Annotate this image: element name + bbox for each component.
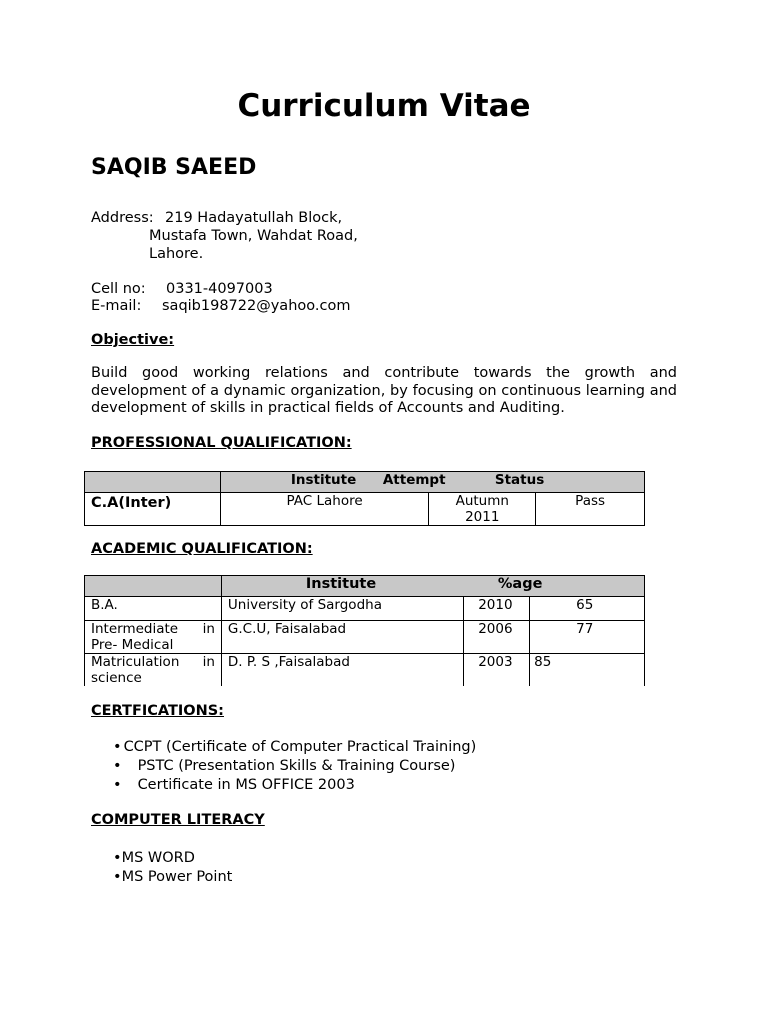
professional-table [84,471,645,526]
degree-cell [85,654,222,687]
skill-label: MS WORD [121,850,195,866]
institute-cell: University of Sargodha [221,597,463,621]
academic-table [84,575,645,686]
header-institute: Institute [305,576,377,592]
qualification-cell: C.A(Inter) [85,493,221,526]
bullet-icon: • [113,869,122,885]
degree-line-2: Pre- Medical [91,637,174,653]
degree-name: Intermediate [91,621,179,637]
certifications-heading: CERTFICATIONS: [91,703,224,719]
degree-in: in [202,621,215,637]
objective-heading: Objective: [91,332,175,348]
cell-value: 0331-4097003 [166,281,273,297]
table-row [85,621,645,654]
certification-label: CCPT (Certificate of Computer Practical Training) [123,739,477,755]
percentage-cell: 65 [530,597,645,621]
cell-label: Cell no: [91,281,146,297]
header-merged-cell [221,576,644,597]
degree-cell [85,597,222,621]
email-value: saqib198722@yahoo.com [162,298,351,314]
degree-in: in [202,654,215,670]
year-cell: 2003 [464,654,530,687]
computer-literacy-heading: COMPUTER LITERACY [91,812,265,828]
percentage-cell: 77 [530,621,645,654]
address-label: Address: [91,210,154,226]
table-row [85,597,645,621]
institute-cell: G.C.U, Faisalabad [221,621,463,654]
list-item [113,777,355,793]
address-line-1: 219 Hadayatullah Block, [165,210,343,226]
address-line-2: Mustafa Town, Wahdat Road, [149,228,358,244]
degree-name: Matriculation [91,654,180,670]
percentage-cell: 85 [530,654,645,687]
year-cell: 2006 [464,621,530,654]
header-percentage: %age [497,576,543,592]
candidate-name: SAQIB SAEED [91,155,257,180]
address-line-3: Lahore. [149,246,204,262]
list-item [113,849,195,867]
table-row [85,654,645,687]
objective-text: Build good working relations and contribute towards the growth and development of a dynamic organization, by focusing on continuous learning and development of skills in practical fields of Accounts and Auditing. [91,365,677,416]
bullet-icon: • [113,850,122,866]
header-merged-cell [220,472,644,493]
header-blank-cell [85,576,222,597]
institute-cell: PAC Lahore [220,493,428,526]
academic-table-header [85,576,645,597]
degree-name: B.A. [91,597,118,613]
certification-label: Certificate in MS OFFICE 2003 [137,777,355,793]
institute-cell: D. P. S ,Faisalabad [221,654,463,687]
degree-cell [85,621,222,654]
bullet-icon: • [113,758,122,774]
header-attempt: Attempt [382,472,446,488]
academic-heading: ACADEMIC QUALIFICATION: [91,541,313,557]
list-item [113,868,232,886]
header-status: Status [494,472,545,488]
email-label: E-mail: [91,298,142,314]
bullet-icon: • [113,739,122,755]
attempt-cell [429,493,536,526]
list-item [113,758,455,774]
attempt-line-1: Autumn [455,493,509,509]
skill-label: MS Power Point [121,869,233,885]
degree-line-1 [91,654,215,670]
degree-line-2: science [91,670,142,686]
list-item [113,739,476,755]
year-cell: 2010 [464,597,530,621]
table-row [85,493,645,526]
header-blank-cell [85,472,221,493]
degree-line-1 [91,621,215,637]
status-cell: Pass [536,493,645,526]
attempt-line-2: 2011 [465,509,500,525]
bullet-icon: • [113,777,122,793]
certification-label: PSTC (Presentation Skills & Training Course) [137,758,456,774]
professional-table-header [85,472,645,493]
document-title: Curriculum Vitae [237,88,531,124]
professional-heading: PROFESSIONAL QUALIFICATION: [91,435,352,451]
header-institute: Institute [290,472,357,488]
